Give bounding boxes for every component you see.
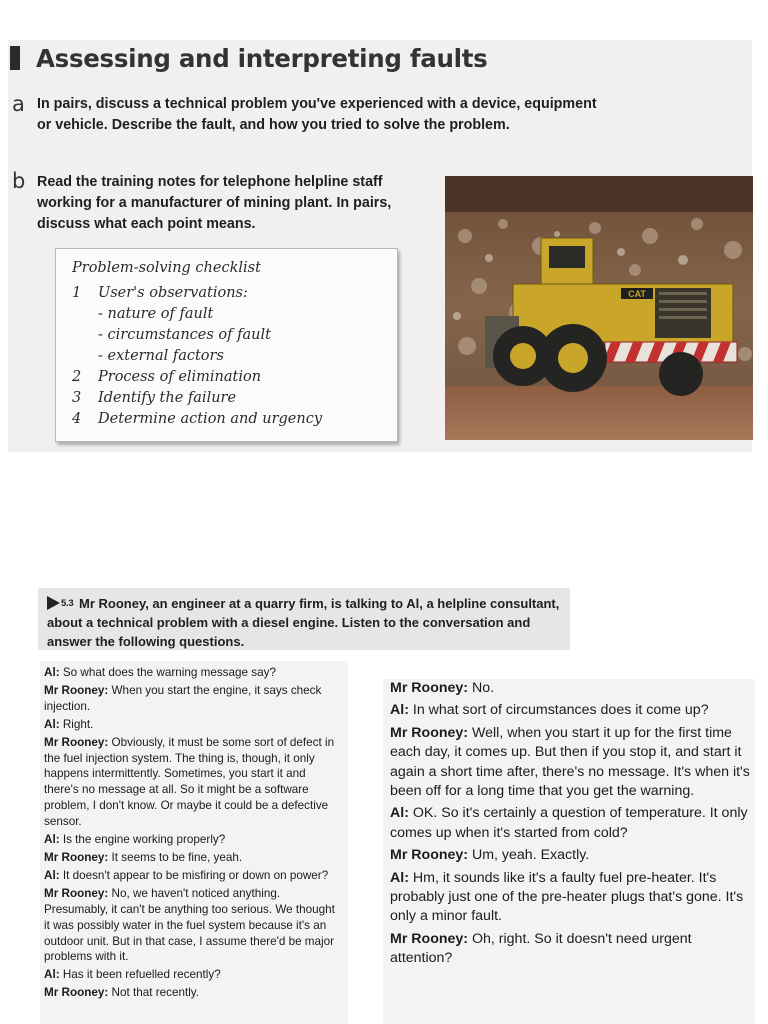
speaker-name: Mr Rooney:	[390, 847, 469, 864]
dialogue-text: When you start the engine, it says check injection.	[44, 683, 322, 713]
task-a-text: In pairs, discuss a technical problem you've experienced with a device, equipment or vehicle. Describe the fault, and how you tried to solve the problem.	[37, 96, 597, 133]
dialogue-line	[390, 679, 752, 698]
checklist-subitem: - circumstances of fault	[98, 327, 271, 343]
problem-solving-checklist	[55, 248, 398, 442]
dialogue-line	[44, 683, 342, 715]
speaker-name: Mr Rooney:	[390, 930, 469, 947]
speaker-name: Al:	[44, 968, 60, 982]
speaker-name: Al:	[390, 805, 409, 822]
speaker-name: Al:	[44, 666, 60, 679]
dialogue-text: No, we haven't noticed anything. Presumably, it can't be anything too serious. We thought it was possibly water in the fuel system because it's an outdoor unit. But in that case, I assume there'd be major problems with it.	[44, 886, 335, 964]
speaker-name: Al:	[44, 833, 60, 847]
dialogue-line	[44, 868, 342, 884]
dialogue-line	[44, 886, 342, 966]
speaker-name: Mr Rooney:	[44, 986, 109, 1000]
dialogue-text: Has it been refuelled recently?	[62, 968, 221, 982]
section-heading: Assessing and interpreting faults	[36, 44, 488, 73]
dialogue-line	[390, 724, 752, 802]
cat-badge: CAT	[628, 289, 646, 299]
listening-task-text: Mr Rooney, an engineer at a quarry firm, is talking to Al, a helpline consultant, about a technical problem with a diesel engine. Listen to the conversation and answer the following questions.	[47, 596, 560, 649]
dialogue-text: It seems to be fine, yeah.	[111, 850, 243, 864]
dialogue-text: Obviously, it must be some sort of defect in the fuel injection system. The thing is, though, it only happens intermittently. Sometimes, you start it and there's no message at all. So it might be a software problem, I don't know. Or maybe it could be a defective sensor.	[44, 735, 335, 829]
dialogue-text: Hm, it sounds like it's a faulty fuel pre-heater. It's probably just one of the pre-heater plugs that's gone. It's only a minor fault.	[390, 869, 744, 925]
speaker-name: Al:	[390, 702, 409, 719]
dialogue-line	[44, 665, 342, 681]
speaker-name: Al:	[390, 869, 409, 886]
dialogue-text: OK. So it's certainly a question of temperature. It only comes up when it's started from cold?	[390, 805, 748, 841]
task-b-text: Read the training notes for telephone helpline staff working for a manufacturer of mining plant. In pairs, discuss what each point means.	[37, 174, 392, 232]
dialogue-line	[390, 701, 752, 720]
transcript-column-right	[383, 679, 755, 1024]
speaker-name: Mr Rooney:	[390, 724, 469, 741]
checklist-subitem: - nature of fault	[98, 306, 214, 322]
dialogue-line	[390, 846, 752, 865]
dialogue-text: In what sort of circumstances does it come up?	[412, 702, 709, 719]
dialogue-line	[44, 985, 342, 1001]
dialogue-line	[44, 967, 342, 983]
speaker-name: Mr Rooney:	[44, 886, 109, 900]
task-b-label: b	[12, 169, 26, 193]
dialogue-text: Is the engine working properly?	[62, 833, 226, 847]
dialogue-text: No.	[471, 680, 495, 696]
speaker-name: Mr Rooney:	[44, 735, 109, 749]
dialogue-text: So what does the warning message say?	[62, 666, 276, 679]
dialogue-line	[44, 735, 342, 830]
checklist-item: 2 Process of elimination	[72, 369, 262, 385]
speaker-name: Mr Rooney:	[390, 680, 469, 696]
dialogue-line	[390, 869, 752, 927]
dialogue-line	[44, 832, 342, 848]
audio-track-number: 5.3	[61, 598, 74, 609]
dialogue-text: Not that recently.	[111, 986, 200, 1000]
checklist-title: Problem-solving checklist	[72, 260, 261, 276]
checklist-subitem: - external factors	[98, 348, 224, 364]
checklist-item: 4 Determine action and urgency	[72, 411, 323, 427]
task-a-label: a	[12, 92, 25, 116]
dialogue-text: Um, yeah. Exactly.	[471, 847, 590, 864]
speaker-name: Al:	[44, 717, 60, 731]
quarry-loader-photo	[445, 176, 753, 440]
dialogue-line	[390, 804, 752, 843]
transcript-column-left	[40, 661, 348, 1024]
dialogue-text: Oh, right. So it doesn't need urgent attention?	[390, 930, 692, 967]
checklist-item: 1 User's observations:	[72, 285, 248, 301]
dialogue-text: Well, when you start it up for the first time each day, it comes up. But then if you stop it, and start it again a short time after, there's no message. It's when it's been off for a long time that you get the warning.	[390, 724, 750, 800]
dialogue-line	[390, 930, 752, 969]
speaker-name: Mr Rooney:	[44, 850, 109, 864]
heading-marker	[10, 46, 20, 70]
speaker-name: Al:	[44, 868, 60, 882]
dialogue-line	[44, 850, 342, 866]
checklist-item: 3 Identify the failure	[72, 390, 237, 406]
dialogue-line	[44, 717, 342, 733]
dialogue-text: It doesn't appear to be misfiring or down on power?	[62, 868, 329, 882]
speaker-name: Mr Rooney:	[44, 683, 109, 697]
dialogue-text: Right.	[62, 717, 94, 731]
